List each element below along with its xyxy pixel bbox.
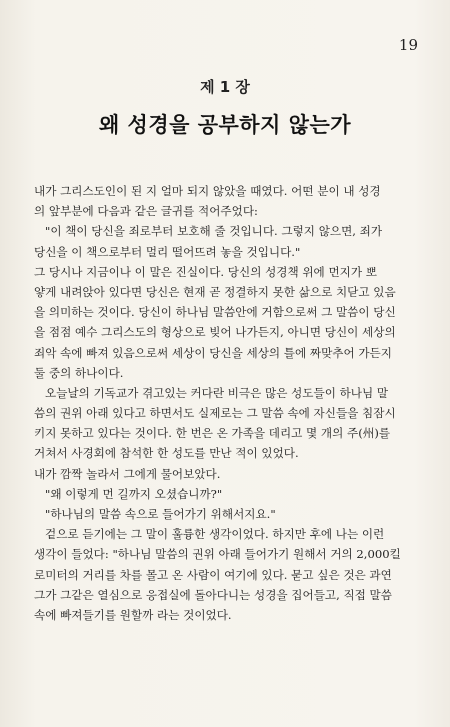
text-line: 을 점점 예수 그리스도의 형상으로 빚어 나가든지, 아니면 당신이 세상의 xyxy=(34,325,396,340)
text-line: 그가 그같은 열심으로 응접실에 돌아다니는 성경을 집어들고, 직접 말씀 xyxy=(34,587,392,602)
text-line: "이 책이 당신을 죄로부터 보호해 줄 것입니다. 그렇지 않으면, 죄가 xyxy=(45,224,383,239)
text-line: 오늘날의 기독교가 겪고있는 커다란 비극은 많은 성도들이 하나님 말 xyxy=(45,385,389,400)
text-line: 의 앞부분에 다음과 같은 글귀를 적어주었다: xyxy=(34,204,258,219)
text-line: 겉으로 듣기에는 그 말이 훌륭한 생각이었다. 하지만 후에 나는 이런 xyxy=(45,527,385,542)
body-text xyxy=(34,181,414,625)
page-number: 19 xyxy=(398,36,418,54)
text-line: 로미터의 거리를 차를 몰고 온 사람이 여기에 있다. 묻고 싶은 것은 과연 xyxy=(34,567,392,582)
text-line: 속에 빠져들기를 원할까 라는 것이었다. xyxy=(34,607,232,622)
text-line: 내가 깜짝 놀라서 그에게 물어보았다. xyxy=(34,466,221,481)
text-line: 내가 그리스도인이 된 지 얼마 되지 않았을 때였다. 어떤 분이 내 성경 xyxy=(34,184,381,198)
text-line: 얗게 내려앉아 있다면 당신은 현재 곧 정결하지 못한 삶으로 치닫고 있음 xyxy=(34,284,396,299)
text-line: 을 의미하는 것이다. 당신이 하나님 말씀안에 거함으로써 그 말씀이 당신 xyxy=(34,305,396,320)
text-line: 키지 못하고 있다는 것이다. 한 번은 온 가족을 데리고 몇 개의 주(州)를 xyxy=(34,426,391,441)
chapter-title: 왜 성경을 공부하지 않는가 xyxy=(98,113,352,137)
chapter-label: 제 1 장 xyxy=(200,78,250,96)
text-line: 거쳐서 사경회에 참석한 한 성도를 만난 적이 있었다. xyxy=(34,446,299,461)
text-line: "하나님의 말씀 속으로 들어가기 위해서지요." xyxy=(45,507,276,521)
text-line: "왜 이렇게 먼 길까지 오셨습니까?" xyxy=(45,486,223,501)
text-line: 죄악 속에 빠져 있음으로써 세상이 당신을 세상의 틀에 짜맞추어 가든지 xyxy=(34,345,392,360)
text-line: 생각이 들었다: "하나님 말씀의 권위 아래 들어가기 원해서 거의 2,000킬 xyxy=(34,547,401,562)
text-line: 씀의 권위 아래 있다고 하면서도 실제로는 그 말씀 속에 자신들을 침잠시 xyxy=(34,406,396,421)
text-line: 당신을 이 책으로부터 멀리 떨어뜨려 놓을 것입니다." xyxy=(34,244,301,259)
text-line: 둘 중의 하나이다. xyxy=(34,365,124,380)
text-line: 그 당시나 지금이나 이 말은 진실이다. 당신의 성경책 위에 먼지가 뽀 xyxy=(34,264,377,279)
